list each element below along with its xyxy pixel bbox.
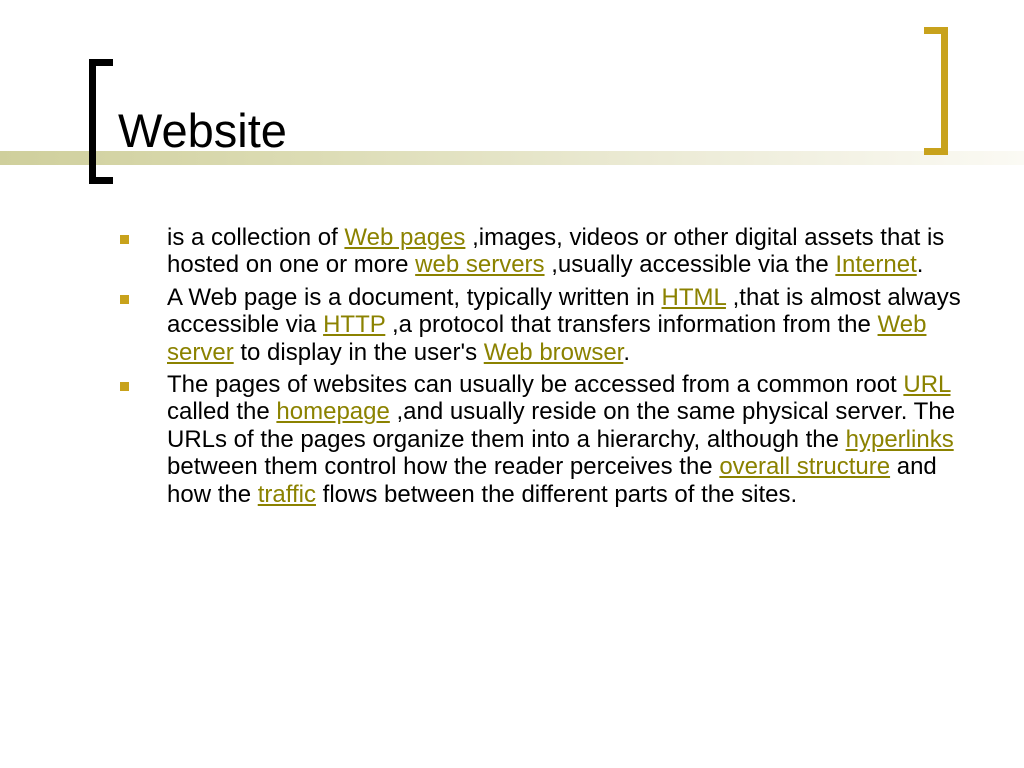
bullet-marker-icon [120, 295, 129, 304]
bullet-text: ,and usually reside on the same physical server. The URLs of the pages organize them into a hierarchy, although the [167, 398, 956, 453]
bullet-text: ,that is almost always accessible via [167, 283, 961, 339]
link-traffic[interactable]: traffic [257, 480, 316, 508]
bullet-text: . [623, 338, 631, 366]
bullet-text: The pages of websites can usually be accessed from a common root [167, 371, 904, 399]
link-hyperlinks[interactable]: hyperlinks [845, 425, 954, 453]
bullet-text: ,usually accessible via the [544, 251, 836, 279]
bullet-text: called the [167, 398, 277, 426]
bullet-text: to display in the user's [233, 338, 484, 366]
bullet-item [118, 224, 968, 279]
link-web-pages[interactable]: Web pages [344, 224, 466, 251]
link-web-servers[interactable]: web servers [415, 251, 545, 279]
slide-title: Website [118, 104, 287, 157]
bullet-marker-icon [120, 382, 129, 391]
link-overall-structure[interactable]: overall structure [719, 453, 891, 481]
link-web-browser[interactable]: Web browser [483, 338, 624, 366]
bullet-item [118, 284, 968, 366]
link-html[interactable]: HTML [661, 283, 726, 311]
link-web-server[interactable]: Web server [167, 311, 927, 366]
bullet-text: and how the [167, 453, 937, 508]
bullet-text: ,a protocol that transfers information from the [385, 311, 878, 339]
left-bracket-decoration [89, 59, 113, 184]
bullet-text: between them control how the reader perceives the [167, 453, 720, 481]
bullet-text: is a collection of [167, 224, 345, 251]
bullet-list [118, 224, 968, 513]
link-internet[interactable]: Internet [835, 251, 917, 279]
right-bracket-decoration [924, 27, 948, 155]
link-homepage[interactable]: homepage [276, 398, 390, 426]
bullet-text: . [916, 251, 924, 279]
link-url[interactable]: URL [903, 371, 951, 399]
bullet-marker-icon [120, 235, 129, 244]
bullet-item [118, 371, 968, 508]
bullet-text: flows between the different parts of the sites. [315, 480, 798, 508]
bullet-text: ,images, videos or other digital assets that is hosted on one or more [167, 224, 945, 279]
bullet-text: A Web page is a document, typically written in [167, 283, 662, 311]
link-http[interactable]: HTTP [323, 311, 386, 339]
